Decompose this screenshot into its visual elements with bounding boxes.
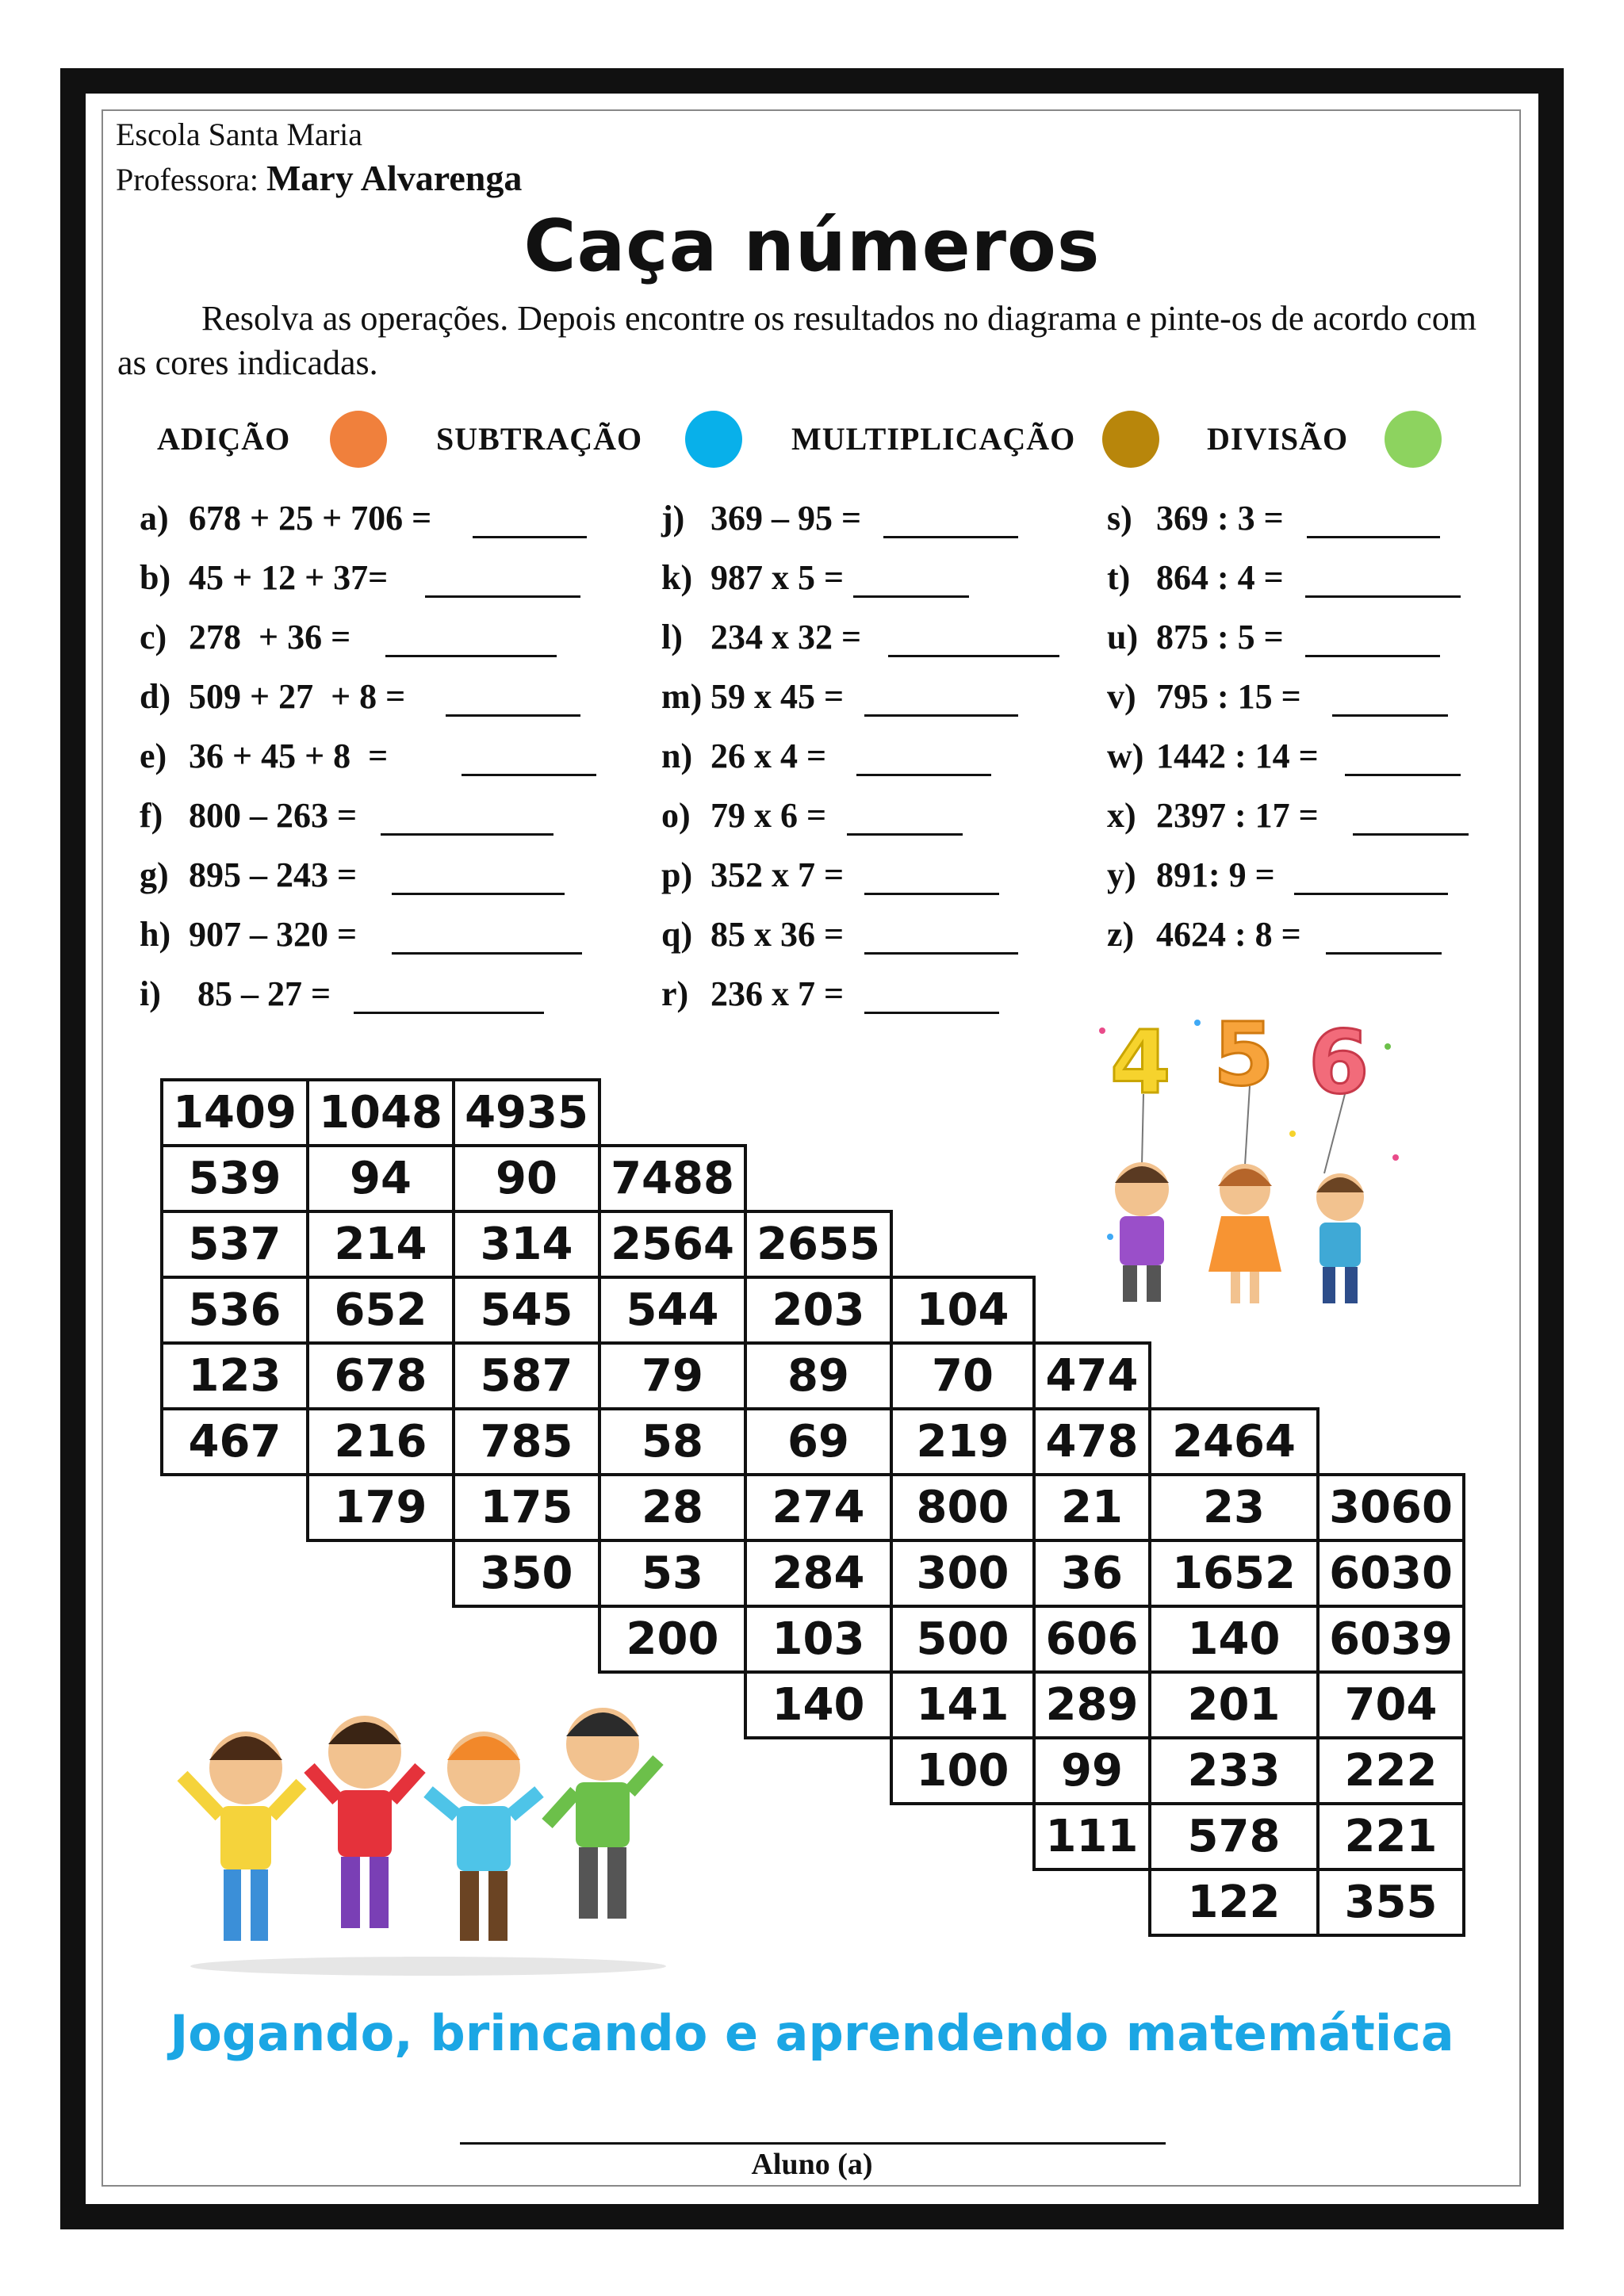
legend-label-divisao: DIVISÃO: [1207, 421, 1349, 457]
instructions: Resolva as operações. Depois encontre os resultados no diagrama e pinte-os de acordo com as cores indicadas.: [117, 299, 1477, 382]
exercise-expression: 85 – 27 =: [189, 974, 331, 1013]
exercise-f: [140, 795, 357, 836]
exercise-expression: 795 : 15 =: [1156, 677, 1301, 716]
answer-blank[interactable]: [1307, 501, 1440, 538]
student-name-label: Aluno (a): [751, 2148, 873, 2181]
grid-cell[interactable]: 36: [1032, 1539, 1151, 1608]
grid-cell[interactable]: 537: [160, 1210, 309, 1279]
exercise-letter: c): [140, 618, 167, 656]
exercise-expression: 895 – 243 =: [189, 855, 358, 894]
exercise-letter: s): [1107, 499, 1132, 538]
kids-with-balloons-illustration: [1086, 999, 1419, 1316]
exercise-expression: 891: 9 =: [1156, 855, 1275, 894]
grid-cell[interactable]: 201: [1148, 1670, 1320, 1739]
exercise-letter: i): [140, 974, 161, 1013]
exercise-expression: 1442 : 14 =: [1156, 737, 1319, 775]
teacher-name: Mary Alvarenga: [266, 158, 523, 198]
grid-cell[interactable]: 544: [598, 1276, 747, 1345]
exercise-letter: z): [1107, 915, 1135, 954]
slogan: Jogando, brincando e aprendendo matemática: [170, 2004, 1454, 2062]
grid-cell[interactable]: 104: [890, 1276, 1036, 1345]
answer-blank[interactable]: [462, 739, 596, 776]
grid-cell[interactable]: 536: [160, 1276, 309, 1345]
grid-cell[interactable]: 355: [1316, 1868, 1465, 1937]
exercise-y: [1107, 855, 1275, 895]
grid-cell[interactable]: 500: [890, 1605, 1036, 1674]
exercise-letter: u): [1107, 618, 1139, 656]
exercise-letter: f): [140, 796, 163, 835]
grid-cell[interactable]: 100: [890, 1736, 1036, 1805]
grid-cell[interactable]: 214: [306, 1210, 455, 1279]
grid-cell[interactable]: 28: [598, 1473, 747, 1542]
exercise-expression: 236 x 7 =: [710, 974, 845, 1013]
exercise-expression: 4624 : 8 =: [1156, 915, 1301, 954]
grid-cell[interactable]: 478: [1032, 1407, 1151, 1476]
teacher-line: [116, 157, 522, 199]
grid-cell[interactable]: 140: [1148, 1605, 1320, 1674]
grid-cell[interactable]: 474: [1032, 1341, 1151, 1410]
exercise-expression: 278 + 36 =: [189, 618, 351, 656]
grid-cell[interactable]: 1048: [306, 1078, 455, 1147]
exercise-c: [140, 617, 350, 657]
answer-blank[interactable]: [1332, 679, 1448, 717]
balloon-6: 6: [1308, 1012, 1369, 1113]
exercise-expression: 36 + 45 + 8 =: [189, 737, 389, 775]
answer-blank[interactable]: [856, 739, 991, 776]
grid-cell[interactable]: 99: [1032, 1736, 1151, 1805]
legend-dot-adicao: [330, 411, 387, 468]
teacher-prefix: Professora:: [116, 162, 259, 197]
grid-cell[interactable]: 539: [160, 1144, 309, 1213]
grid-cell[interactable]: 123: [160, 1341, 309, 1410]
grid-cell[interactable]: 219: [890, 1407, 1036, 1476]
grid-cell[interactable]: 6030: [1316, 1539, 1465, 1608]
legend-label-subtracao: SUBTRAÇÃO: [436, 421, 643, 457]
answer-blank[interactable]: [392, 917, 582, 955]
exercise-letter: m): [661, 677, 703, 716]
exercise-letter: b): [140, 558, 171, 597]
grid-cell[interactable]: 222: [1316, 1736, 1465, 1805]
exercise-z: [1107, 914, 1301, 955]
exercise-q: [661, 914, 844, 955]
answer-blank[interactable]: [392, 858, 565, 895]
grid-cell[interactable]: 2464: [1148, 1407, 1320, 1476]
exercise-letter: a): [140, 499, 169, 538]
balloon-5: 5: [1213, 1004, 1274, 1105]
exercise-j: [661, 498, 861, 538]
legend-dot-divisao: [1385, 411, 1442, 468]
answer-blank[interactable]: [446, 679, 580, 717]
grid-cell[interactable]: 1409: [160, 1078, 309, 1147]
grid-cell[interactable]: 233: [1148, 1736, 1320, 1805]
answer-blank[interactable]: [354, 977, 544, 1014]
grid-cell[interactable]: 2655: [744, 1210, 893, 1279]
exercise-x: [1107, 795, 1319, 836]
legend-label-multiplicacao: MULTIPLICAÇÃO: [791, 421, 1076, 457]
exercise-expression: 987 x 5 =: [710, 558, 845, 597]
answer-blank[interactable]: [1294, 858, 1448, 895]
exercise-letter: x): [1107, 796, 1136, 835]
exercise-expression: 79 x 6 =: [710, 796, 827, 835]
exercise-g: [140, 855, 357, 895]
grid-cell[interactable]: 274: [744, 1473, 893, 1542]
grid-cell[interactable]: 678: [306, 1341, 455, 1410]
exercise-expression: 678 + 25 + 706 =: [189, 499, 432, 538]
grid-cell[interactable]: 122: [1148, 1868, 1320, 1937]
exercise-s: [1107, 498, 1284, 538]
exercise-expression: 907 – 320 =: [189, 915, 358, 954]
child-2: [309, 1716, 420, 1928]
grid-cell[interactable]: 200: [598, 1605, 747, 1674]
answer-blank[interactable]: [864, 977, 999, 1014]
balloon-4: 4: [1110, 1012, 1171, 1113]
exercise-letter: t): [1107, 558, 1131, 597]
exercise-h: [140, 914, 357, 955]
grid-cell[interactable]: 652: [306, 1276, 455, 1345]
exercise-p: [661, 855, 844, 895]
exercise-n: [661, 736, 826, 776]
grid-cell[interactable]: 785: [452, 1407, 601, 1476]
grid-cell[interactable]: 89: [744, 1341, 893, 1410]
grid-cell[interactable]: 203: [744, 1276, 893, 1345]
exercise-expression: 59 x 45 =: [710, 677, 845, 716]
child-boy-1: [1115, 1162, 1169, 1302]
child-girl: [1208, 1164, 1281, 1303]
legend-dot-multiplicacao: [1102, 411, 1159, 468]
answer-blank[interactable]: [385, 620, 557, 657]
exercise-e: [140, 736, 388, 776]
grid-cell[interactable]: 179: [306, 1473, 455, 1542]
grid-cell[interactable]: 94: [306, 1144, 455, 1213]
answer-blank[interactable]: [888, 620, 1059, 657]
grid-cell[interactable]: 704: [1316, 1670, 1465, 1739]
answer-blank[interactable]: [853, 561, 969, 598]
exercise-letter: l): [661, 618, 683, 656]
child-4: [547, 1708, 658, 1919]
exercise-expression: 2397 : 17 =: [1156, 796, 1319, 835]
answer-blank[interactable]: [1353, 798, 1469, 836]
answer-blank[interactable]: [1305, 561, 1461, 598]
grid-cell[interactable]: 21: [1032, 1473, 1151, 1542]
answer-blank[interactable]: [425, 561, 580, 598]
child-boy-2: [1316, 1173, 1364, 1303]
grid-cell[interactable]: 800: [890, 1473, 1036, 1542]
grid-cell[interactable]: 578: [1148, 1802, 1320, 1871]
answer-blank[interactable]: [1305, 620, 1440, 657]
grid-cell[interactable]: 4935: [452, 1078, 601, 1147]
exercise-expression: 369 – 95 =: [710, 499, 862, 538]
child-3: [428, 1732, 539, 1941]
exercise-o: [661, 795, 826, 836]
exercise-letter: j): [661, 499, 685, 538]
exercise-r: [661, 974, 844, 1014]
exercise-d: [140, 676, 405, 717]
answer-blank[interactable]: [864, 858, 999, 895]
child-1: [182, 1732, 301, 1941]
grid-cell[interactable]: 300: [890, 1539, 1036, 1608]
exercise-expression: 369 : 3 =: [1156, 499, 1284, 538]
page-title: Caça números: [523, 205, 1101, 288]
grid-cell[interactable]: 467: [160, 1407, 309, 1476]
grid-cell[interactable]: 70: [890, 1341, 1036, 1410]
grid-cell[interactable]: 175: [452, 1473, 601, 1542]
grid-cell[interactable]: 58: [598, 1407, 747, 1476]
grid-cell[interactable]: 289: [1032, 1670, 1151, 1739]
grid-cell[interactable]: 103: [744, 1605, 893, 1674]
grid-cell[interactable]: 23: [1148, 1473, 1320, 1542]
exercise-expression: 234 x 32 =: [710, 618, 862, 656]
exercise-expression: 352 x 7 =: [710, 855, 845, 894]
grid-cell[interactable]: 350: [452, 1539, 601, 1608]
answer-blank[interactable]: [473, 501, 587, 538]
exercise-letter: v): [1107, 677, 1136, 716]
jumping-kids-illustration: [174, 1681, 682, 1982]
exercise-letter: r): [661, 974, 689, 1013]
exercise-letter: k): [661, 558, 693, 597]
exercise-letter: y): [1107, 855, 1136, 894]
grid-cell[interactable]: 6039: [1316, 1605, 1465, 1674]
exercise-letter: q): [661, 915, 693, 954]
grid-cell[interactable]: 53: [598, 1539, 747, 1608]
answer-blank[interactable]: [883, 501, 1018, 538]
grid-cell[interactable]: 216: [306, 1407, 455, 1476]
exercise-u: [1107, 617, 1284, 657]
grid-cell[interactable]: 141: [890, 1670, 1036, 1739]
grid-cell[interactable]: 111: [1032, 1802, 1151, 1871]
exercise-l: [661, 617, 861, 657]
answer-blank[interactable]: [1345, 739, 1461, 776]
exercise-expression: 800 – 263 =: [189, 796, 358, 835]
school-name: Escola Santa Maria: [116, 117, 362, 152]
exercise-i: [140, 974, 331, 1014]
exercise-letter: n): [661, 737, 693, 775]
exercise-letter: w): [1107, 737, 1144, 775]
exercise-b: [140, 557, 388, 598]
exercise-expression: 875 : 5 =: [1156, 618, 1284, 656]
grid-cell[interactable]: 69: [744, 1407, 893, 1476]
student-name-line[interactable]: [460, 2142, 1166, 2145]
grid-cell[interactable]: 587: [452, 1341, 601, 1410]
exercise-expression: 85 x 36 =: [710, 915, 845, 954]
grid-cell[interactable]: 314: [452, 1210, 601, 1279]
exercise-letter: d): [140, 677, 171, 716]
exercise-w: [1107, 736, 1319, 776]
exercise-m: [661, 676, 844, 717]
answer-blank[interactable]: [1326, 917, 1442, 955]
exercise-letter: p): [661, 855, 693, 894]
grid-cell[interactable]: 90: [452, 1144, 601, 1213]
grid-cell[interactable]: 79: [598, 1341, 747, 1410]
answer-blank[interactable]: [864, 917, 1018, 955]
exercise-t: [1107, 557, 1284, 598]
exercise-a: [140, 498, 431, 538]
exercise-letter: h): [140, 915, 171, 954]
grid-cell[interactable]: 1652: [1148, 1539, 1320, 1608]
exercise-expression: 509 + 27 + 8 =: [189, 677, 406, 716]
exercise-expression: 26 x 4 =: [710, 737, 827, 775]
answer-blank[interactable]: [381, 798, 553, 836]
exercise-k: [661, 557, 844, 598]
grid-cell[interactable]: 606: [1032, 1605, 1151, 1674]
grid-cell[interactable]: 2564: [598, 1210, 747, 1279]
answer-blank[interactable]: [864, 679, 1018, 717]
grid-cell[interactable]: 284: [744, 1539, 893, 1608]
exercise-expression: 864 : 4 =: [1156, 558, 1284, 597]
exercise-letter: g): [140, 855, 169, 894]
exercise-letter: o): [661, 796, 691, 835]
exercise-v: [1107, 676, 1301, 717]
answer-blank[interactable]: [847, 798, 963, 836]
grid-cell[interactable]: 221: [1316, 1802, 1465, 1871]
exercise-expression: 45 + 12 + 37=: [189, 558, 389, 597]
legend-label-adicao: ADIÇÃO: [157, 421, 291, 457]
exercise-letter: e): [140, 737, 167, 775]
grid-cell[interactable]: 7488: [598, 1144, 747, 1213]
grid-cell[interactable]: 3060: [1316, 1473, 1465, 1542]
grid-cell[interactable]: 140: [744, 1670, 893, 1739]
legend-dot-subtracao: [685, 411, 742, 468]
grid-cell[interactable]: 545: [452, 1276, 601, 1345]
